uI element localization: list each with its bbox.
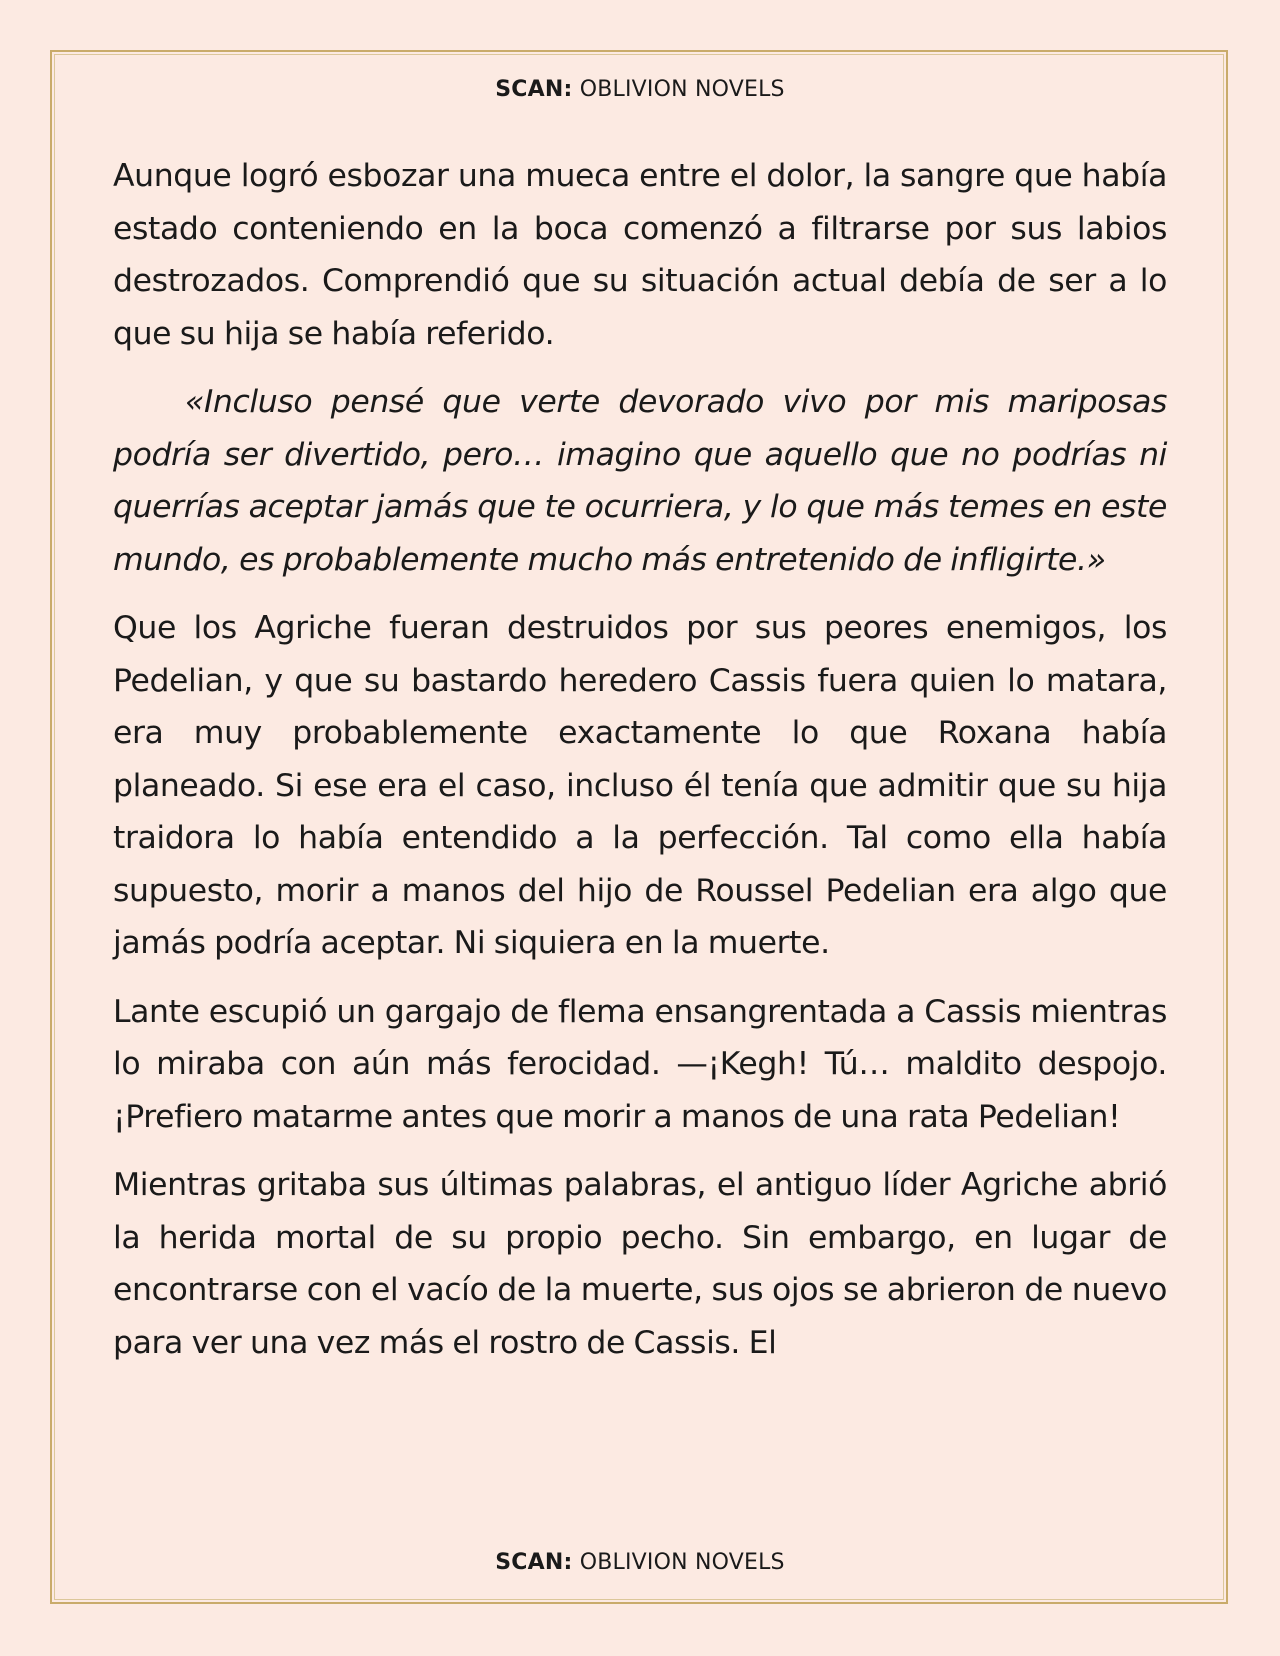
paragraph: Aunque logró esbozar una mueca entre el dolor, la sangre que había estado conteniendo en la boca comenzó a filtrarse por sus labios destrozados. Comprendió que su situación actual debía de ser a lo que su hija se había referido.: [113, 158, 1167, 352]
header-scan-label: SCAN:: [495, 77, 573, 102]
paragraph: Que los Agriche fueran destruidos por sus peores enemigos, los Pedelian, y que su bastardo heredero Cassis fuera quien lo matara, era muy probablemente exactamente lo que Roxana había planeado. Si ese era el caso, incluso él tenía que admitir que su hija traidora lo había entendido a la perfección. Tal como ella había supuesto, morir a manos del hijo de Roussel Pedelian era algo que jamás podría aceptar. Ni siquiera en la muerte.: [113, 610, 1167, 961]
page-footer: [0, 1550, 1280, 1575]
header-source: OBLIVION NOVELS: [572, 77, 785, 102]
footer-source: OBLIVION NOVELS: [572, 1550, 785, 1575]
paragraph: Mientras gritaba sus últimas palabras, el antiguo líder Agriche abrió la herida mortal de su propio pecho. Sin embargo, en lugar de encontrarse con el vacío de la muerte, sus ojos se abrieron de nuevo para ver una vez más el rostro de Cassis. El: [113, 1167, 1167, 1361]
page-header: [0, 77, 1280, 102]
body-text: [113, 150, 1167, 1385]
footer-scan-label: SCAN:: [495, 1550, 573, 1575]
paragraph: Lante escupió un gargajo de flema ensangrentada a Cassis mientras lo miraba con aún más ferocidad. —¡Kegh! Tú… maldito despojo. ¡Prefiero matarme antes que morir a manos de una rata Pedelian!: [113, 993, 1167, 1135]
quote-paragraph: «Incluso pensé que verte devorado vivo por mis mariposas podría ser divertido, pero… imagino que aquello que no podrías ni querrías aceptar jamás que te ocurriera, y lo que más temes en este mundo, es probablemente mucho más entretenido de infligirte.»: [113, 384, 1167, 578]
